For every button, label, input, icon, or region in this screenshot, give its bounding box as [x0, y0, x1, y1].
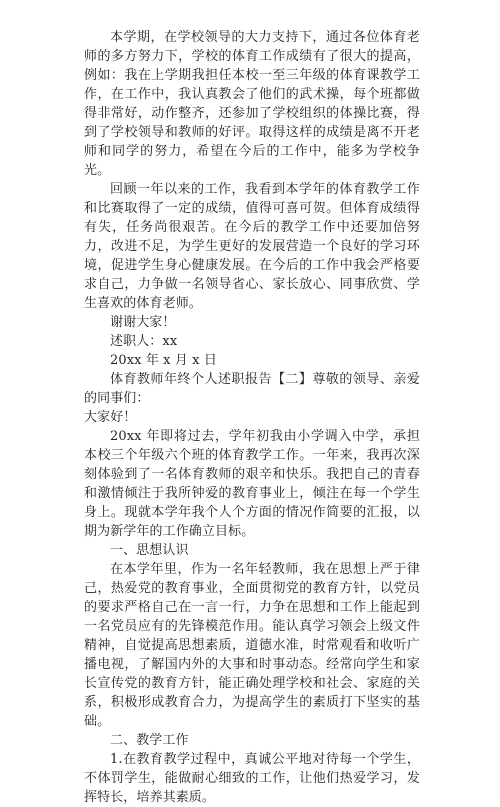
reporter-line: 述职人：xx — [110, 334, 178, 349]
greeting-line: 大家好！ — [84, 410, 137, 425]
paragraph-thought: 在本学年里，作为一名年轻教师，我在思想上严于律己，热爱党的教育事业，全面贯彻党的教育方针，以党员的要求严格自己在一言一行，力争在思想和工作上能起到一名党员应有的先锋模范作用。能认真学习领会上级文件精神，自觉提高思想素质，道德水准，时常观看和收听广播电视，了解国内外的大事和时事动态。经常向学生和家长宣传党的教育方针，能正确处理学校和社会、家庭的关系，积极形成教育合力，为提高学生的素质打下坚实的基础。 — [84, 562, 420, 729]
section-heading-thought: 一、思想认识 — [110, 543, 189, 558]
paragraph-review: 回顾一年以来的工作，我看到本学年的体育教学工作和比赛取得了一定的成绩，值得可喜可贺。但体育成绩得有失，任务尚很艰苦。在今后的教学工作中还要加倍努力，改进不足，为学生更好的发展营造一个良好的学习环境，促进学生身心健康发展。在今后的工作中我会严格要求自己，力争做一名领导省心、家长放心、同事欣赏、学生喜欢的体育老师。 — [84, 182, 420, 311]
document-body — [84, 28, 420, 807]
paragraph-teaching-1: 1.在教育教学过程中，真诚公平地对待每一个学生，不体罚学生，能做耐心细致的工作，让他们热爱学习，发挥特长，培养其素质。 — [84, 752, 420, 805]
section-heading-teaching: 二、教学工作 — [110, 733, 189, 748]
date-line: 20xx 年 x 月 x 日 — [110, 353, 217, 368]
paragraph-intro: 本学期，在学校领导的大力支持下，通过各位体育老师的多方努力下，学校的体育工作成绩有了很大的提高，例如：我在上学期我担任本校一至三年级的体育课教学工作，在工作中，我认真教会了他们的武术操，每个班都做得非常好，动作整齐，还参加了学校组织的体操比赛，得到了学校领导和教师的好评。取得这样的成绩是离不开老师和同学的努力，希望在今后的工作中，能多为学校争光。 — [84, 30, 420, 178]
paragraph-overview: 20xx 年即将过去，学年初我由小学调入中学，承担本校三个年级六个班的体育教学工作。一年来，我再次深刻体验到了一名体育教师的艰辛和快乐。我把自己的青春和激情倾注于我所钟爱的教育事业上，倾注在每一个学生身上。现就本学年我个人个方面的情况作简要的汇报，以期为新学年的工作确立目标。 — [84, 429, 420, 539]
thanks-line: 谢谢大家！ — [110, 315, 176, 330]
report-two-heading: 体育教师年终个人述职报告【二】尊敬的领导、亲爱的同事们： — [84, 372, 420, 406]
